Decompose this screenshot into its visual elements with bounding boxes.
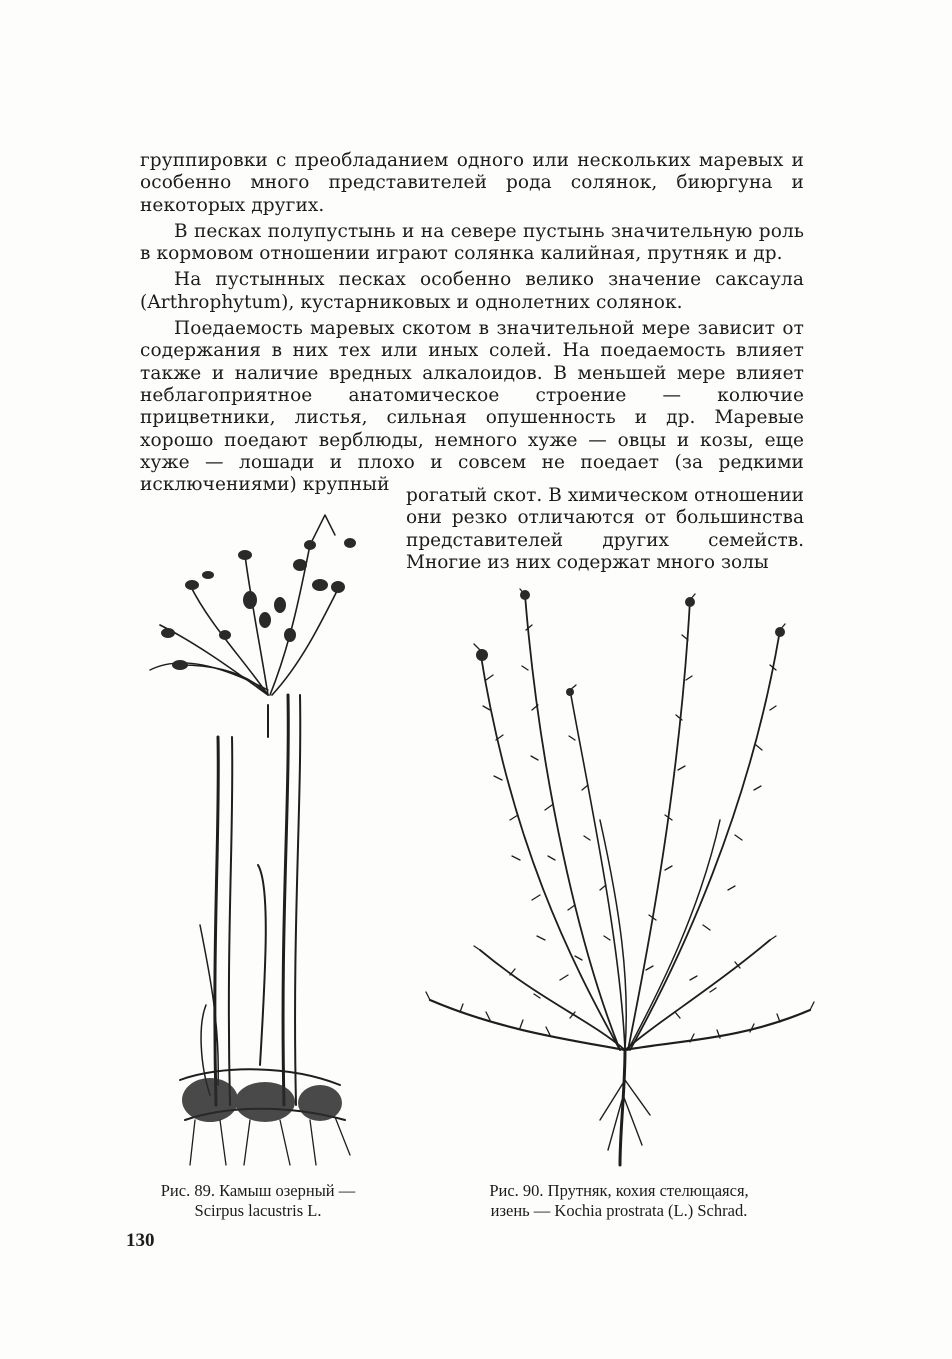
paragraph-3: На пустынных песках особенно велико значение саксаула (Arthrophytum), кустарниковых и однолетних солянок. xyxy=(140,269,804,313)
page-number: 130 xyxy=(126,1230,155,1251)
figure-89-scirpus-illustration xyxy=(140,505,380,1175)
figure-90-caption xyxy=(424,1181,814,1221)
figure-89-caption-line1: Рис. 89. Камыш озерный — xyxy=(160,1181,356,1200)
figure-89-caption xyxy=(132,1181,384,1221)
paragraph-1: группировки с преобладанием одного или нескольких маревых и особенно много представителей рода солянок, биюргуна и некоторых других. xyxy=(140,150,804,216)
figure-90-caption-line2: изень — Kochia prostrata (L.) Schrad. xyxy=(490,1201,748,1220)
figure-90-kochia-illustration xyxy=(420,580,820,1170)
paragraph-2: В песках полупустынь и на севере пустынь значительную роль в кормовом отношении играют солянка калийная, прутняк и др. xyxy=(140,220,804,265)
figure-90-caption-line1: Рис. 90. Прутняк, кохия стелющаяся, xyxy=(489,1181,749,1200)
figure-89-caption-line2: Scirpus lacustris L. xyxy=(194,1201,322,1220)
paragraph-4: Поедаемость маревых скотом в значительной мере зависит от содержания в них тех или иных солей. На поедаемость влияет также и наличие вредных алкалоидов. В меньшей мере влияет неблагоприятное анатомическое строение — колючие прицветники, листья, сильная опушенность и др. Маревые хорошо поедают верблюды, немного хуже — овцы и козы, еще хуже — лошади и плохо и совсем не поедает (за редкими исключениями) крупный xyxy=(140,318,804,496)
paragraph-4-continuation: рогатый скот. В химическом отношении они резко отличаются от большинства представителей других семейств. Многие из них содержат много золы xyxy=(406,485,804,573)
body-text xyxy=(140,150,804,496)
